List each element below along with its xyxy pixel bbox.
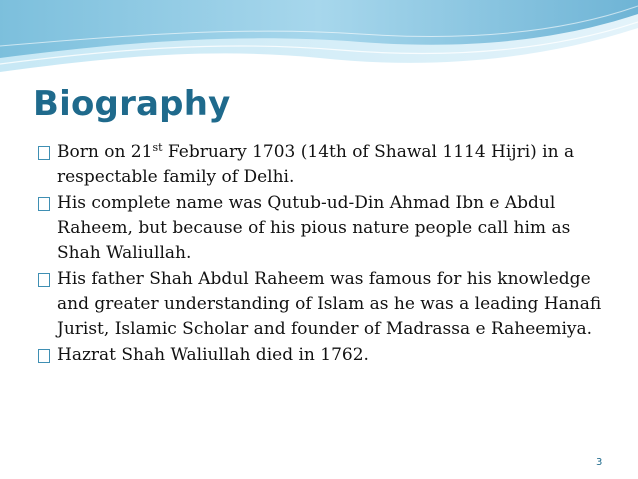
bullet-marker-icon [38, 273, 50, 287]
bullet-2-text: His complete name was Qutub-ud-Din Ahmad Ibn e Abdul Raheem, but because of his pious nature people call him as Shah Waliullah. [57, 193, 571, 263]
bullet-item-2 [37, 191, 607, 266]
bullet-1-text-end: February 1703 (14th of Shawal 1114 Hijri) in a respectable family of Delhi. [57, 142, 575, 187]
bullet-item-1 [37, 140, 607, 190]
bullet-item-3 [37, 267, 607, 342]
bullet-marker-icon [38, 146, 50, 160]
slide-title: Biography [33, 84, 231, 124]
bullet-marker-icon [38, 349, 50, 363]
bullet-4-text: Hazrat Shah Waliullah died in 1762. [57, 345, 369, 365]
bullet-1-superscript: st [152, 141, 163, 154]
page-number: 3 [596, 457, 603, 468]
bullet-marker-icon [38, 197, 50, 211]
header-wave-decoration [0, 0, 638, 80]
bullet-1-text-start: Born on 21 [57, 142, 153, 162]
bullet-item-4 [37, 343, 607, 368]
bullet-3-text: His father Shah Abdul Raheem was famous for his knowledge and greater understanding of Islam as he was a leading Hanafi Jurist, Islamic Scholar and founder of Madrassa e Raheemiya. [57, 269, 602, 339]
bullet-list [37, 140, 607, 369]
